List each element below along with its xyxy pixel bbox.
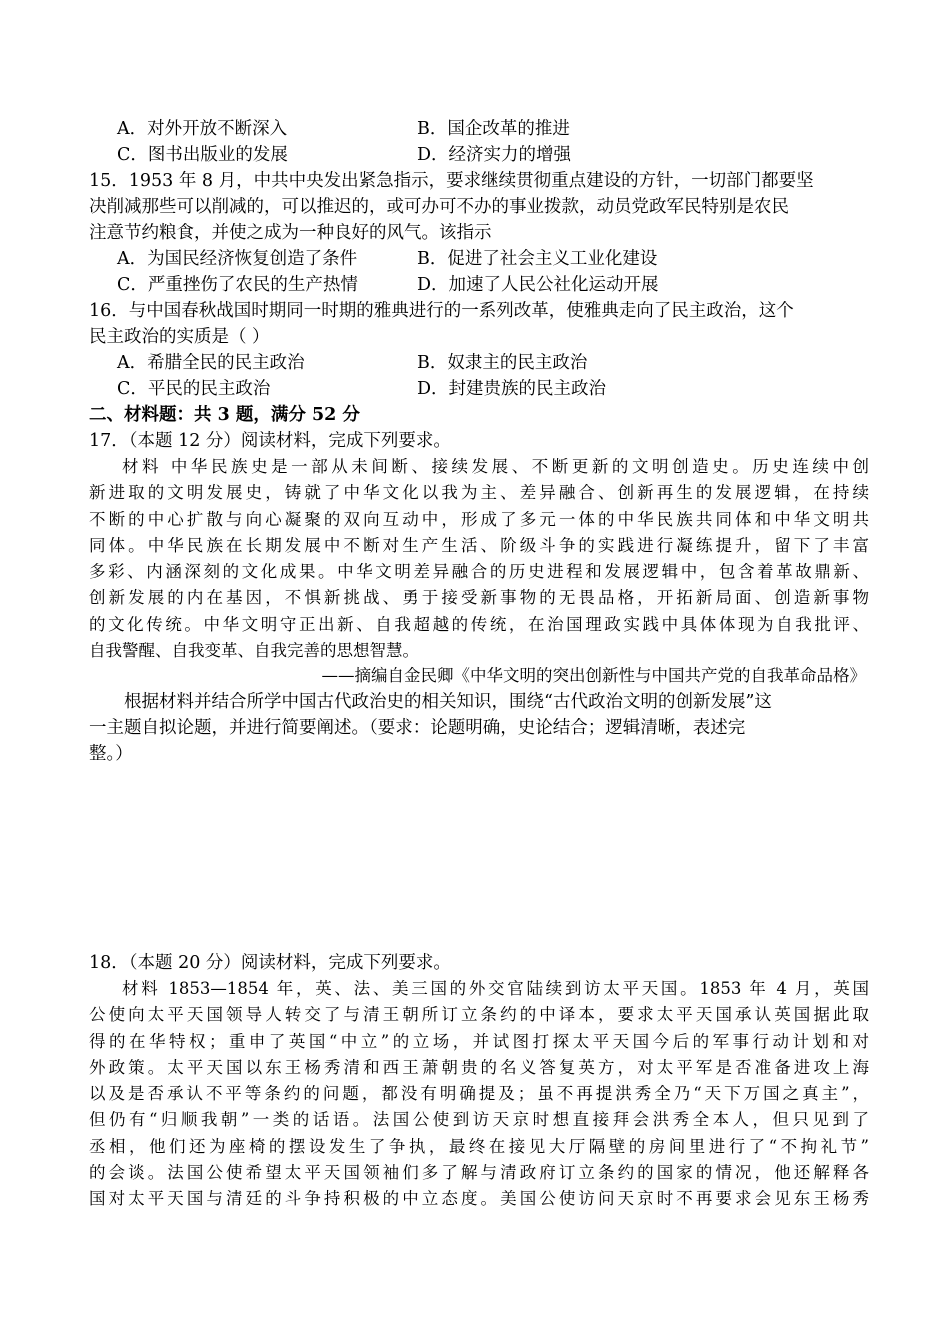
q18-material-line: 但仍有“归顺我朝”一类的话语。法国公使到访天京时想直接拜会洪秀全本人，但只见到了 bbox=[89, 1110, 869, 1130]
q18-material-line: 得的在华特权；重申了英国“中立”的立场，并试图打探太平天国今后的军事行动计划和对 bbox=[89, 1031, 869, 1051]
q17-material-line: 多彩、内涵深刻的文化成果。中华文明差异融合的历史进程和发展逻辑中，包含着革故鼎新、 bbox=[89, 562, 869, 582]
q14-option-a: A．对外开放不断深入 bbox=[117, 119, 288, 139]
q15-stem-line-1: 15．1953 年 8 月，中共中央发出紧急指示，要求继续贯彻重点建设的方针，一切部门都要坚 bbox=[89, 171, 814, 191]
q18-material-line: 丞相，他们还为座椅的摆设发生了争执，最终在接见大厅隔壁的房间里进行了“不拘礼节” bbox=[89, 1136, 869, 1156]
q17-material bbox=[89, 454, 869, 664]
q14-option-d: D．经济实力的增强 bbox=[417, 145, 572, 165]
q18-material-line: 以及是否承认不平等条约的问题，都没有明确提及；虽不再提洪秀全乃“天下万国之真主”， bbox=[89, 1084, 869, 1104]
q16-stem-line-1: 16．与中国春秋战国时期同一时期的雅典进行的一系列改革，使雅典走向了民主政治，这个 bbox=[89, 301, 794, 321]
q17-material-line: 同体。中华民族在长期发展中不断对生产生活、阶级斗争的实践进行凝练提升，留下了丰富 bbox=[89, 535, 869, 555]
q17-task-line: 一主题自拟论题，并进行简要阐述。（要求：论题明确，史论结合；逻辑清晰，表述完 bbox=[89, 718, 746, 738]
q17-task-line: 根据材料并结合所学中国古代政治史的相关知识，围绕“古代政治文明的创新发展”这 bbox=[124, 692, 772, 712]
q17-material-line: 自我警醒、自我变革、自我完善的思想智慧。 bbox=[89, 641, 419, 661]
q17-source: ——摘编自金民卿《中华文明的突出创新性与中国共产党的自我革命品格》 bbox=[321, 666, 866, 685]
q17-material-line: 新进取的文明发展史，铸就了中华文化以我为主、差异融合、创新再生的发展逻辑，在持续 bbox=[89, 483, 869, 503]
section-heading: 二、材料题：共 3 题，满分 52 分 bbox=[89, 405, 360, 425]
q18-material-line: 的会谈。法国公使希望太平天国领袖们多了解与清政府订立条约的国家的情况，他还解释各 bbox=[89, 1163, 869, 1183]
q17-task-line: 整。） bbox=[89, 744, 133, 764]
q18-material bbox=[89, 976, 869, 1213]
q17-material-line: 创新发展的内在基因，不惧新挑战、勇于接受新事物的无畏品格，开拓新局面、创造新事物 bbox=[89, 588, 869, 608]
q17-material-line: 材料 中华民族史是一部从未间断、接续发展、不断更新的文明创造史。历史连续中创 bbox=[122, 457, 869, 476]
q18-header: 18．（本题 20 分）阅读材料，完成下列要求。 bbox=[89, 953, 451, 973]
q18-material-line: 国对太平天国与清廷的斗争持积极的中立态度。美国公使访问天京时不再要求会见东王杨秀 bbox=[89, 1189, 869, 1209]
q18-material-line: 材料 1853—1854 年，英、法、美三国的外交官陆续到访太平天国。1853 年 4 月，英国 bbox=[122, 979, 869, 998]
q17-header: 17．（本题 12 分）阅读材料，完成下列要求。 bbox=[89, 431, 451, 451]
q16-option-b: B．奴隶主的民主政治 bbox=[417, 353, 588, 373]
q17-material-line: 的文化传统。中华文明守正出新、自我超越的传统，在治国理政实践中具体体现为自我批评、 bbox=[89, 614, 869, 634]
q15-stem-line-2: 决削减那些可以削减的，可以推迟的，或可办可不办的事业拨款，动员党政军民特别是农民 bbox=[89, 197, 789, 217]
q18-material-line: 外政策。太平天国以东王杨秀清和西王萧朝贵的名义答复英方，对太平军是否准备进攻上海 bbox=[89, 1057, 869, 1077]
q16-option-c: C．平民的民主政治 bbox=[117, 379, 271, 399]
q17-task bbox=[89, 689, 859, 767]
q16-stem-line-2: 民主政治的实质是（ ） bbox=[89, 327, 270, 347]
q14-option-c: C．图书出版业的发展 bbox=[117, 145, 288, 165]
q15-option-c: C．严重挫伤了农民的生产热情 bbox=[117, 275, 358, 295]
q15-option-b: B．促进了社会主义工业化建设 bbox=[417, 249, 658, 269]
q16-option-d: D．封建贵族的民主政治 bbox=[417, 379, 607, 399]
q16-option-a: A．希腊全民的民主政治 bbox=[117, 353, 305, 373]
q18-material-line: 公使向太平天国领导人转交了与清王朝所订立条约的中译本，要求太平天国承认英国据此取 bbox=[89, 1005, 869, 1025]
q17-material-line: 不断的中心扩散与向心凝聚的双向互动中，形成了多元一体的中华民族共同体和中华文明共 bbox=[89, 509, 869, 529]
q15-stem-line-3: 注意节约粮食，并使之成为一种良好的风气。该指示 bbox=[89, 223, 492, 243]
q15-option-a: A．为国民经济恢复创造了条件 bbox=[117, 249, 358, 269]
q15-option-d: D．加速了人民公社化运动开展 bbox=[417, 275, 659, 295]
q14-option-b: B．国企改革的推进 bbox=[417, 119, 570, 139]
